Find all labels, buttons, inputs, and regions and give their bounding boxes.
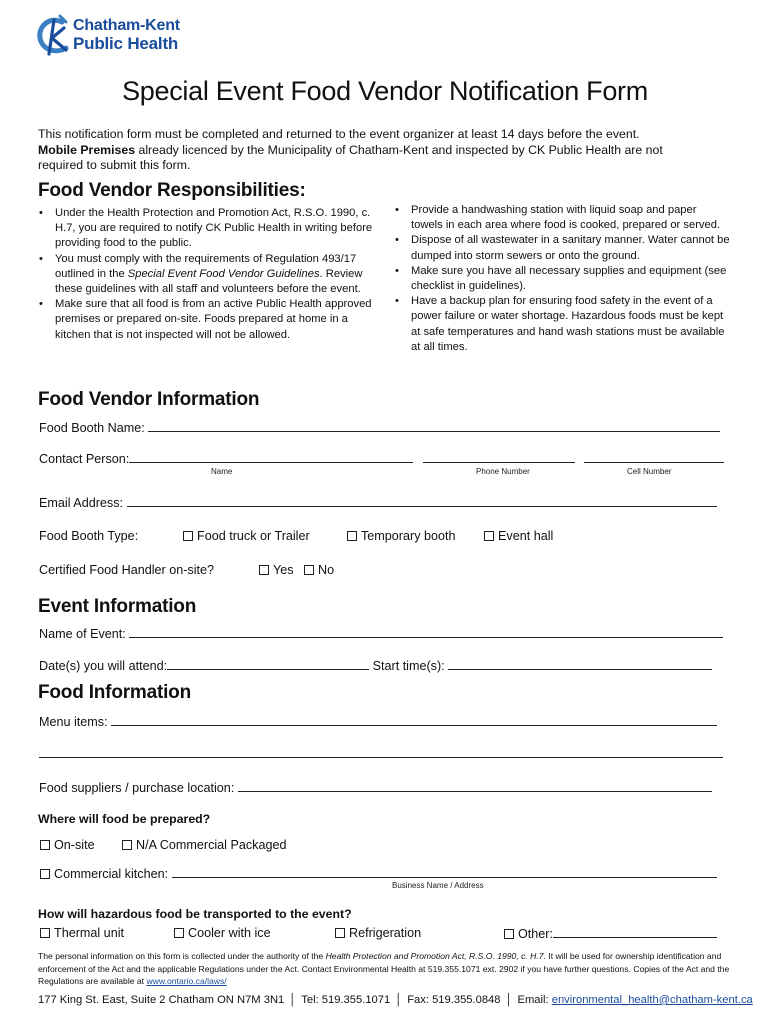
contact-name-field[interactable]	[129, 451, 413, 463]
menu-row	[39, 714, 729, 729]
contact-name-sublabel: Name	[211, 467, 233, 476]
privacy-disclaimer	[38, 950, 734, 988]
intro-line-2	[38, 143, 738, 159]
booth-type-option-truck[interactable]	[183, 529, 310, 543]
footer-contact	[38, 994, 753, 1006]
checkbox-icon[interactable]	[40, 928, 50, 938]
intro-line-2-text: already licenced by the Municipality of Chatham-Kent and inspected by CK Public Health are not	[135, 142, 663, 157]
email-label: Email Address:	[39, 496, 123, 510]
ontario-laws-link[interactable]: www.ontario.ca/laws/	[146, 976, 227, 986]
prepared-question: Where will food be prepared?	[38, 812, 211, 826]
email-row	[39, 495, 729, 510]
footer-separator: │	[395, 994, 403, 1006]
checkbox-icon[interactable]	[304, 565, 314, 575]
responsibility-item: • Under the Health Protection and Promotion Act, R.S.O. 1990, c. H.7, you are required to notify CK Public Health in writing before providing food to the public.	[38, 206, 373, 252]
start-time-field[interactable]	[448, 658, 712, 670]
prepared-na-option[interactable]	[122, 838, 287, 852]
chatham-kent-logo	[36, 14, 196, 60]
menu-label: Menu items:	[39, 715, 108, 729]
intro-line-1: This notification form must be completed and returned to the event organizer at least 14 days before the event.	[38, 127, 640, 141]
footer-address: 177 King St. East, Suite 2 Chatham ON N7M 3N1	[38, 994, 285, 1006]
commercial-kitchen-row	[40, 866, 730, 881]
transport-question: How will hazardous food be transported to the event?	[38, 907, 352, 921]
food-info-heading: Food Information	[38, 682, 191, 703]
footer-email-label: Email:	[517, 994, 549, 1006]
ck-logo-icon	[36, 14, 72, 58]
intro-paragraph	[38, 127, 738, 174]
booth-name-label: Food Booth Name:	[39, 421, 145, 435]
logo-line-1: Chatham-Kent	[73, 17, 180, 34]
business-sublabel: Business Name / Address	[392, 881, 484, 890]
menu-field[interactable]	[111, 714, 717, 726]
commercial-kitchen-field[interactable]	[172, 866, 717, 878]
intro-line-3: required to submit this form.	[38, 158, 191, 172]
transport-thermal-option[interactable]	[40, 926, 124, 940]
option-label: Event hall	[498, 529, 554, 543]
event-name-row	[39, 626, 729, 641]
option-label: Food truck or Trailer	[197, 529, 310, 543]
transport-refrigeration-option[interactable]	[335, 926, 421, 940]
responsibility-item: • Provide a handwashing station with liquid soap and paper towels in each area where food is cooked, prepared or served.	[394, 203, 730, 233]
event-dates-field[interactable]	[167, 658, 369, 670]
menu-row-2	[39, 746, 729, 761]
event-name-label: Name of Event:	[39, 627, 126, 641]
intro-bold: Mobile Premises	[38, 142, 136, 157]
option-label: No	[318, 563, 335, 577]
contact-cell-field[interactable]	[584, 451, 724, 463]
vendor-info-heading: Food Vendor Information	[38, 389, 260, 410]
responsibility-item: • Have a backup plan for ensuring food safety in the event of a power failure or water shortage. Hazardous foods must be kept at safe temperatures and hand wash stations must be available at all times.	[394, 294, 730, 355]
responsibilities-left-list	[38, 206, 373, 343]
booth-name-field[interactable]	[148, 420, 720, 432]
option-label: N/A Commercial Packaged	[136, 838, 287, 852]
checkbox-icon[interactable]	[183, 531, 193, 541]
prepared-onsite-option[interactable]	[40, 838, 95, 852]
option-label: Temporary booth	[361, 529, 456, 543]
event-dates-label: Date(s) you will attend:	[39, 659, 168, 673]
contact-phone-field[interactable]	[423, 451, 575, 463]
checkbox-icon[interactable]	[259, 565, 269, 575]
booth-type-option-hall[interactable]	[484, 529, 553, 543]
responsibility-item: • Make sure that all food is from an active Public Health approved premises or prepared on-site. Foods prepared at home in a kitchen that is not inspected will not be allowed.	[38, 297, 373, 343]
logo-line-2: Public Health	[73, 34, 179, 53]
option-label: Thermal unit	[54, 926, 124, 940]
form-title: Special Event Food Vendor Notification Form	[122, 76, 648, 106]
contact-cell-sublabel: Cell Number	[627, 467, 672, 476]
footer-tel: Tel: 519.355.1071	[301, 994, 391, 1006]
responsibilities-heading: Food Vendor Responsibilities:	[38, 180, 306, 201]
option-label: On-site	[54, 838, 95, 852]
footer-fax: Fax: 519.355.0848	[407, 994, 501, 1006]
disclaimer-text-2: It will be used for ownership identification and enforcement of the Act and the applicable Regulations under the Act. Contact Environmental Health at 519.355.1071 ext. 2902 if you have further questions. Copies of the Act and the Regulations are available at	[38, 951, 730, 986]
footer-email-link[interactable]: environmental_health@chatham-kent.ca	[551, 994, 753, 1006]
responsibility-item	[38, 252, 373, 298]
contact-row	[39, 451, 729, 466]
other-field[interactable]	[553, 926, 717, 938]
booth-name-row	[39, 420, 723, 435]
checkbox-icon[interactable]	[174, 928, 184, 938]
certified-no-option[interactable]	[304, 563, 334, 577]
suppliers-field[interactable]	[238, 780, 712, 792]
booth-type-label: Food Booth Type:	[39, 529, 139, 543]
checkbox-icon[interactable]	[122, 840, 132, 850]
start-time-label: Start time(s):	[372, 659, 445, 673]
checkbox-icon[interactable]	[484, 531, 494, 541]
contact-phone-sublabel: Phone Number	[476, 467, 530, 476]
responsibilities-right-list	[394, 203, 730, 355]
certified-yes-option[interactable]	[259, 563, 294, 577]
certified-label: Certified Food Handler on-site?	[39, 563, 215, 577]
contact-label: Contact Person:	[39, 452, 130, 466]
logo-text	[73, 17, 180, 53]
disclaimer-act: Health Protection and Promotion Act, R.S.O. 1990, c. H.7.	[325, 951, 546, 961]
checkbox-icon[interactable]	[504, 929, 514, 939]
checkbox-icon[interactable]	[40, 840, 50, 850]
footer-separator: │	[505, 994, 513, 1006]
responsibility-item: • Make sure you have all necessary supplies and equipment (see checklist in guidelines).	[394, 264, 730, 294]
event-info-heading: Event Information	[38, 596, 197, 617]
transport-other-option	[504, 926, 728, 941]
responsibility-item: • Dispose of all wastewater in a sanitary manner. Water cannot be dumped into storm sewers or onto the ground.	[394, 233, 730, 263]
other-label: Other:	[518, 927, 553, 941]
option-label: Yes	[273, 563, 294, 577]
checkbox-icon[interactable]	[347, 531, 357, 541]
commercial-kitchen-label: Commercial kitchen:	[54, 867, 169, 881]
disclaimer-text-1: The personal information on this form is collected under the authority of the	[38, 951, 326, 961]
suppliers-row	[39, 780, 729, 795]
menu-field-2[interactable]	[39, 746, 723, 758]
option-label: Cooler with ice	[188, 926, 271, 940]
footer-separator: │	[289, 994, 297, 1006]
booth-type-option-temporary[interactable]	[347, 529, 456, 543]
checkbox-icon[interactable]	[40, 869, 50, 879]
responsibility-text: You must comply with the requirements of Regulation 493/17 outlined in the Special Event Food Vendor Guidelines. Review these guidelines with all staff and volunteers before the event.	[55, 252, 363, 296]
suppliers-label: Food suppliers / purchase location:	[39, 781, 235, 795]
event-name-field[interactable]	[129, 626, 723, 638]
email-field[interactable]	[127, 495, 717, 507]
option-label: Refrigeration	[349, 926, 422, 940]
event-dates-row	[39, 658, 729, 673]
checkbox-icon[interactable]	[335, 928, 345, 938]
transport-cooler-option[interactable]	[174, 926, 271, 940]
